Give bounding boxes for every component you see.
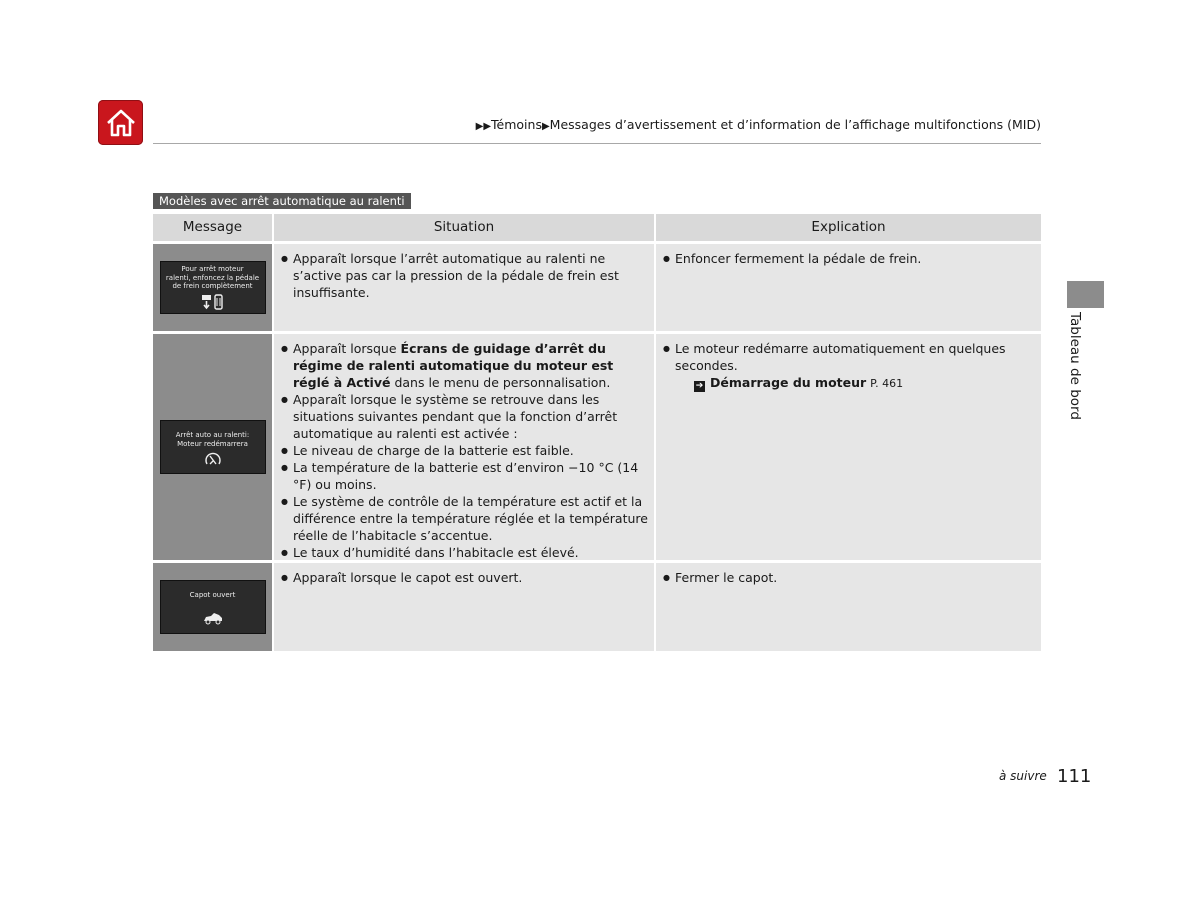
header-divider <box>153 143 1041 144</box>
situation-cell <box>274 334 654 560</box>
cross-reference-icon: ➔ <box>695 381 704 391</box>
table-header <box>153 214 1041 241</box>
section-tab-label: Tableau de bord <box>1067 312 1083 420</box>
mid-screen-brake <box>160 261 266 314</box>
table-row <box>153 244 1041 331</box>
section-tab[interactable] <box>1067 281 1104 308</box>
screen-text: Moteur redémarrera <box>177 439 248 448</box>
header-message: Message <box>153 214 272 241</box>
screen-text: de frein complètement <box>172 282 253 290</box>
model-label: Modèles avec arrêt automatique au ralenti <box>153 193 411 209</box>
mid-screen-hood <box>160 580 266 634</box>
breadcrumb-arrow-icon: ▶ <box>541 121 550 132</box>
table-row <box>153 563 1041 651</box>
explication-cell <box>656 563 1041 651</box>
message-table <box>153 214 1041 654</box>
message-cell <box>153 563 272 651</box>
situation-cell <box>274 244 654 331</box>
brake-pedal-icon <box>200 293 226 311</box>
home-button[interactable] <box>98 100 143 145</box>
message-cell <box>153 244 272 331</box>
situation-item: ● La température de la batterie est d’environ −10 °C (14 °F) ou moins. <box>278 459 650 493</box>
situation-item: ● Apparaît lorsque Écrans de guidage d’arrêt du régime de ralenti automatique du moteur est réglé à Activé dans le menu de personnalisation. <box>278 340 650 391</box>
situation-item: ● Le niveau de charge de la batterie est faible. <box>278 442 650 459</box>
explication-cell <box>656 244 1041 331</box>
mid-screen-auto-stop <box>160 420 266 474</box>
breadcrumb-arrow-icon: ▶▶ <box>475 121 492 132</box>
breadcrumb-current: Messages d’avertissement et d’information de l’affichage multifonctions (MID) <box>549 117 1041 132</box>
setting-name: Écrans de guidage d’arrêt du régime de ralenti automatique du moteur est réglé à Activé <box>293 341 614 390</box>
auto-stop-restart-icon <box>204 452 222 468</box>
screen-text: Capot ouvert <box>189 591 236 599</box>
continue-label: à suivre <box>999 769 1047 783</box>
car-hood-open-icon <box>202 611 224 625</box>
situation-item: ● Le taux d’humidité dans l’habitacle est élevé. <box>278 544 650 561</box>
page-number: 111 <box>1057 766 1092 787</box>
breadcrumb <box>476 117 1041 132</box>
situation-item: ● Apparaît lorsque le capot est ouvert. <box>278 569 650 586</box>
cross-reference-link[interactable]: ➔ Démarrage du moteur P. 461 <box>695 375 904 391</box>
header-situation: Situation <box>274 214 654 241</box>
table-row <box>153 334 1041 560</box>
situation-cell <box>274 563 654 651</box>
situation-item: ● Apparaît lorsque l’arrêt automatique au ralenti ne s’active pas car la pression de la pédale de frein est insuffisante. <box>278 250 650 301</box>
message-cell <box>153 334 272 560</box>
home-icon <box>104 106 138 140</box>
screen-text: Pour arrêt moteur <box>181 265 244 273</box>
explication-item: ● Fermer le capot. <box>660 569 1037 586</box>
breadcrumb-link-temoins[interactable]: Témoins <box>491 117 542 132</box>
header-explication: Explication <box>656 214 1041 241</box>
explication-cell <box>656 334 1041 560</box>
screen-text: ralenti, enfoncez la pédale <box>165 273 260 282</box>
explication-item: ● Le moteur redémarre automatiquement en quelques secondes. <box>660 340 1037 374</box>
situation-item: ● Le système de contrôle de la température est actif et la différence entre la température réglée et la température réelle de l’habitacle s’accentue. <box>278 493 650 544</box>
situation-item: ● Apparaît lorsque le système se retrouve dans les situations suivantes pendant que la fonction d’arrêt automatique au ralenti est activée : <box>278 391 650 442</box>
screen-text: Arrêt auto au ralenti: <box>175 431 250 439</box>
explication-item: ● Enfoncer fermement la pédale de frein. <box>660 250 1037 267</box>
